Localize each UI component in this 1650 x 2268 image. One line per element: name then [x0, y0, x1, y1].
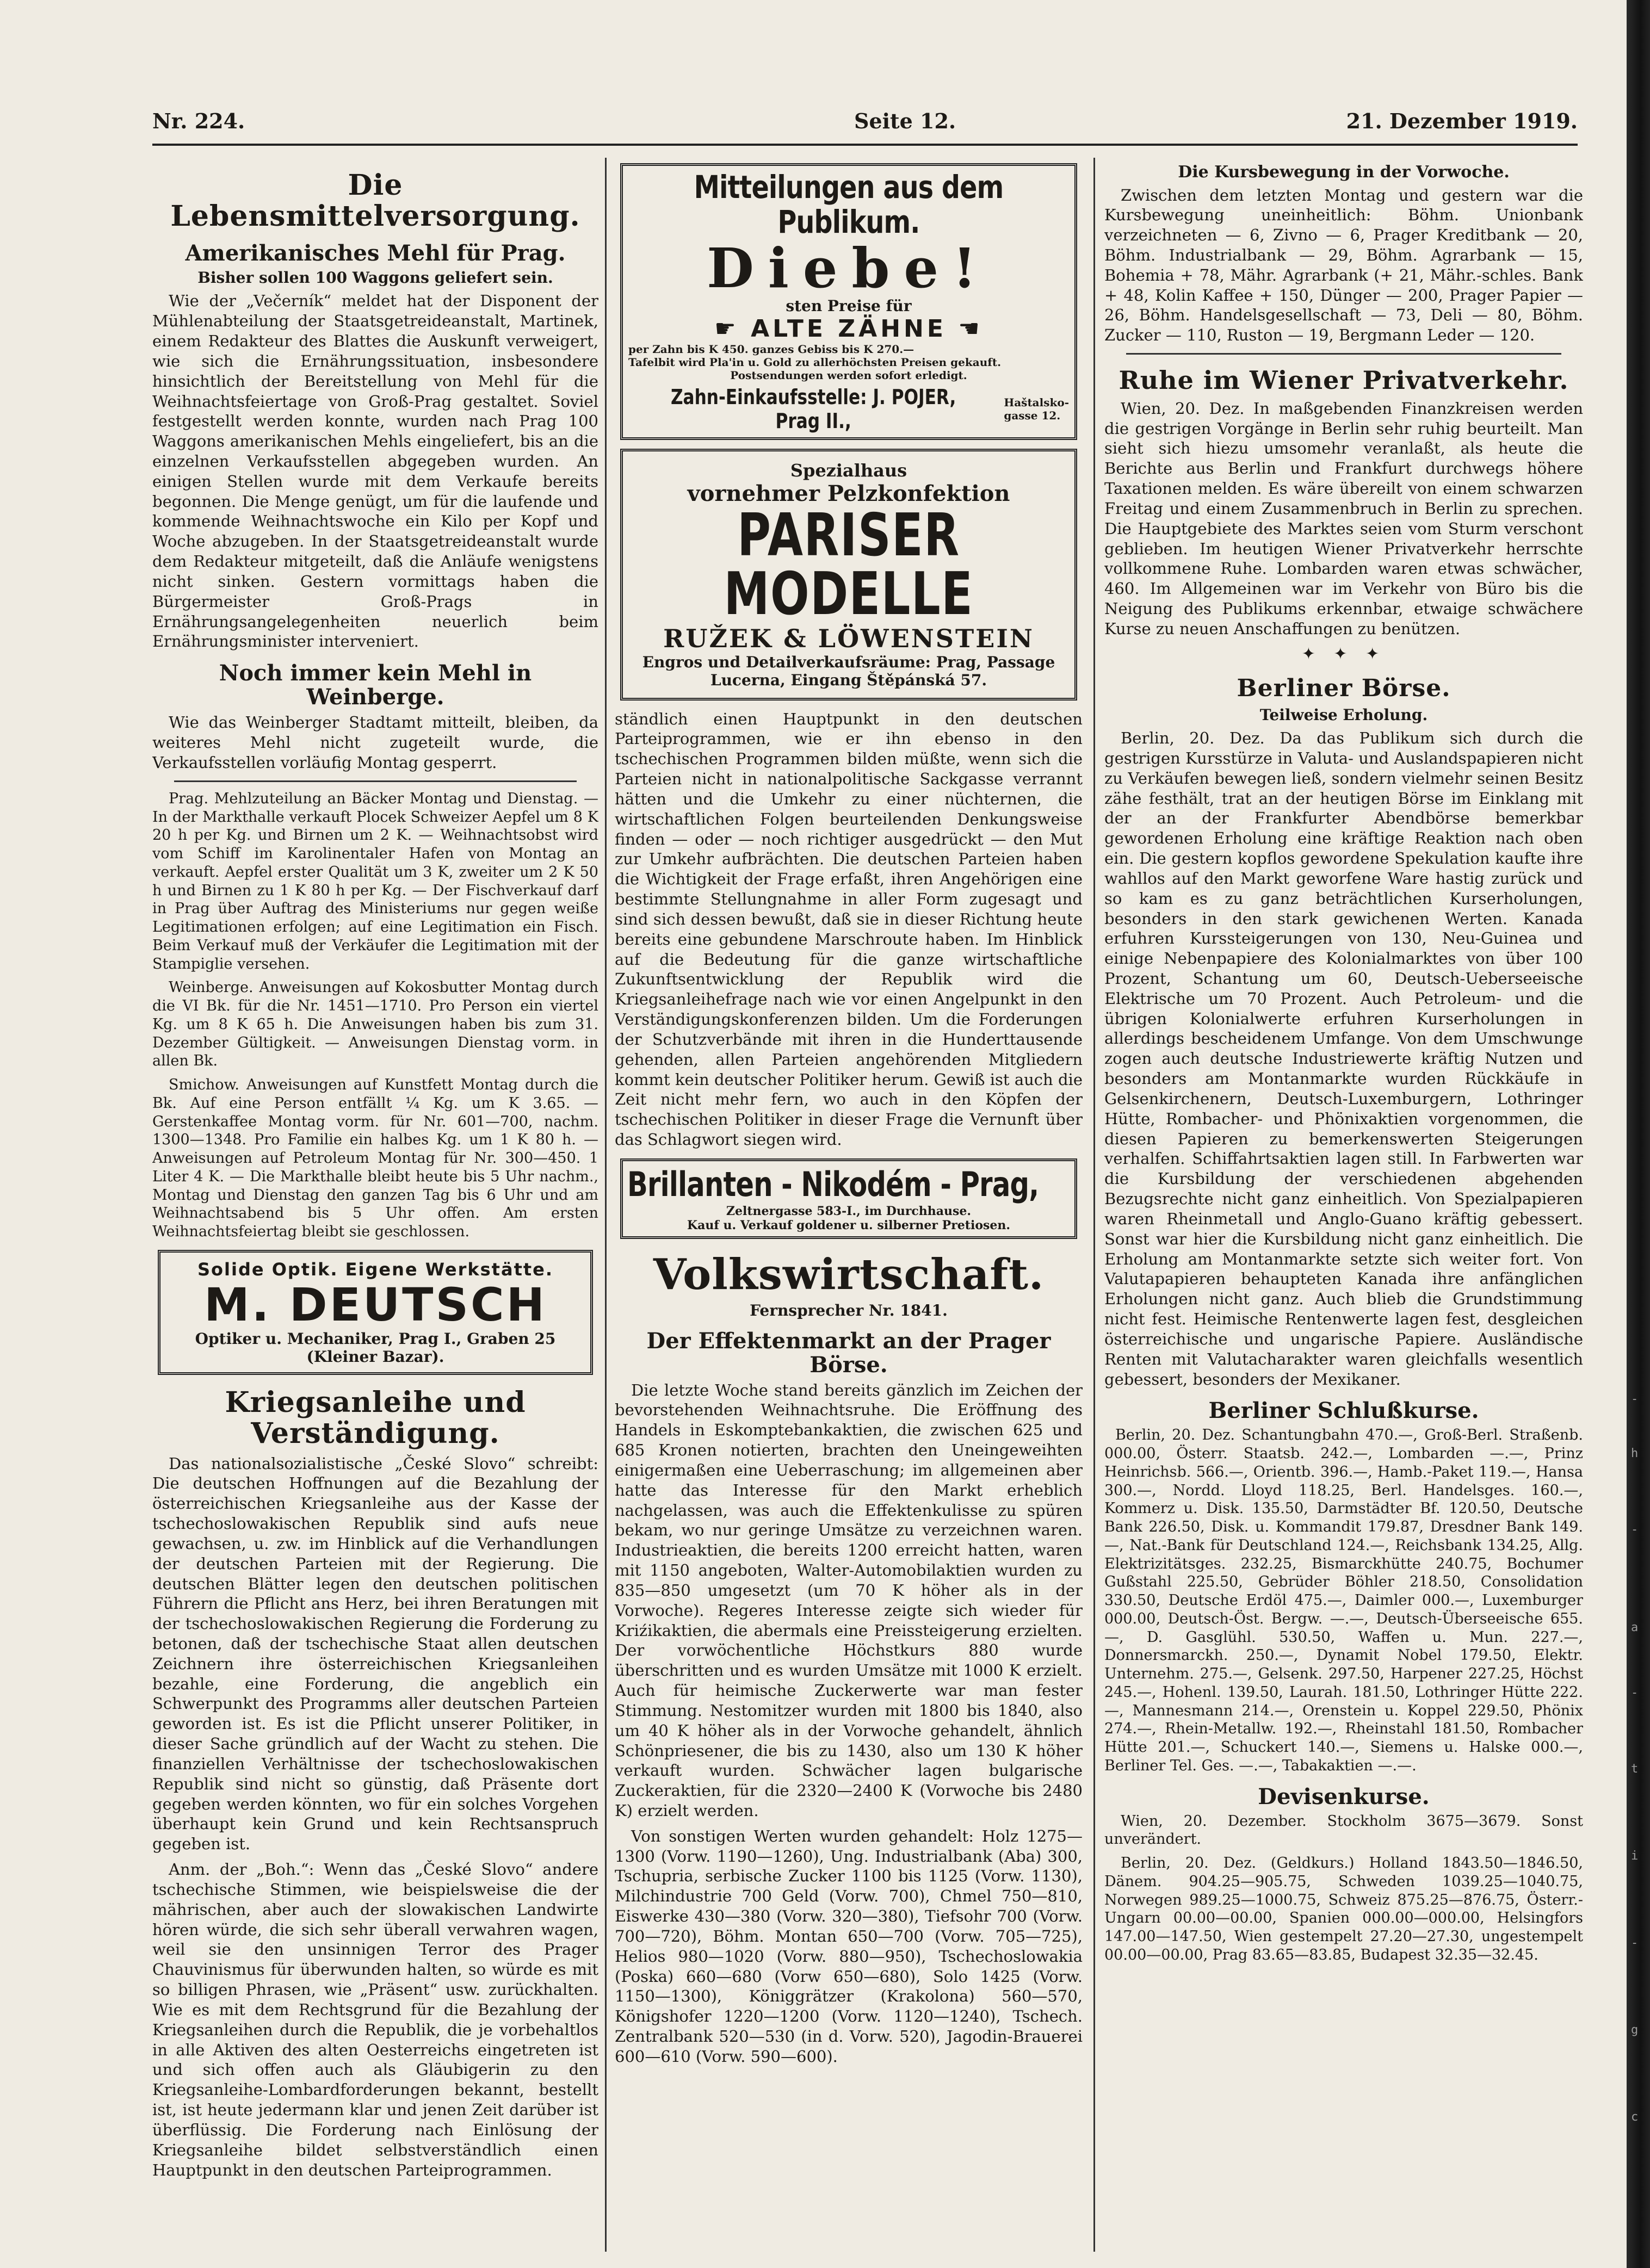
adjacent-page-edge	[1627, 0, 1650, 2268]
edge-fragment: c	[1631, 2110, 1639, 2124]
edge-fragment: h	[1631, 1447, 1639, 1460]
article-paragraph: Wie das Weinberger Stadtamt mitteilt, bleiben, da weiteres Mehl nicht zugeteilt wurde, die Verkaufsstellen vorläufig Montag gesperrt.	[152, 713, 598, 772]
currency-quotes-wien: Wien, 20. Dezember. Stockholm 3675—3679. Sonst unverändert.	[1104, 1812, 1583, 1848]
subheadline-mehl: Amerikanisches Mehl für Prag.	[185, 240, 566, 267]
currency-quotes-berlin: Berlin, 20. Dez. (Geldkurs.) Holland 1843.50—1846.50, Dänem. 904.25—905.75, Schweden 1039.25—1040.75, Norwegen 989.25—1000.75, Schweiz 875.25—876.75, Österr.-Ungarn 00.00—00.00, Spanien 000.00—000.00, Helsingfors 147.00—147.50, Wien gestempelt 27.20—27.30, ungestempelt 00.00—00.00, Prag 83.65—83.85, Budapest 32.35—32.45.	[1104, 1855, 1583, 1963]
headline-kursbewegung: Die Kursbewegung in der Vorwoche.	[1178, 163, 1510, 182]
ad-headline-diebe: Diebe!	[707, 236, 991, 300]
ad-address: Lucerna, Eingang Štěpánská 57.	[710, 671, 987, 689]
ad-pariser-modelle	[620, 449, 1077, 701]
column-divider	[605, 158, 607, 2252]
ad-fineprint: Tafelbit wird Pla'in u. Gold zu allerhöchsten Preisen gekauft.	[628, 355, 1002, 369]
ad-line: Spezialhaus	[790, 460, 907, 481]
headline-schlusskurse: Berliner Schlußkurse.	[1208, 1398, 1479, 1424]
edge-fragment: -	[1631, 1392, 1639, 1406]
header-rule	[152, 144, 1578, 146]
headline-kriegsanleihe: Kriegsanleihe und Verständigung.	[225, 1386, 526, 1451]
headline-berliner-borse: Berliner Börse.	[1237, 674, 1451, 702]
article-paragraph: Wie der „Večerník“ meldet hat der Disponent der Mühlenabteilung der Staatsgetreideanstalt, Martinek, einem Redakteur des Blattes die Auskunft verweigert, wie sich die Ernährungssituation, insbesondere hinsichtlich der Bereitstellung von Mehl für die Weihnachtsfeiertage von Groß-Prag gestaltet. Soviel festgestellt werden konnte, wurden nach Prag 100 Waggons amerikanischen Mehls eingeliefert, bis an die einzelnen Verkaufsstellen abgegeben wurden. An einigen Stellen wurde mit dem Verkaufe bereits begonnen. Die Menge genügt, um für die laufende und kommende Weihnachtswoche ein Kilo per Kopf und Woche abzugeben. In der Staatsgetreideanstalt wurde dem Redakteur mitgeteilt, daß die Anläufe wenigstens nicht sinken. Gestern vormittags haben die Bürgermeister Groß-Prags in Ernährungsangelegenheiten neuerlich beim Ernährungsminister interveniert.	[152, 292, 598, 651]
article-paragraph: Von sonstigen Werten wurden gehandelt: Holz 1275—1300 (Vorw. 1190—1260), Ung. Industrialbank (Aba) 300, Tschupria, serbische Zucker 1100 bis 1125 (Vorw. 1130), Milchindustrie 700 Geld (Vorw. 700), Chmel 750—810, Eiswerke 430—380 (Vorw. 320—380), Tiefsohr 700 (Vorw. 700—720), Böhm. Montan 650—700 (Vorw. 705—725), Helios 980—1020 (Vorw. 880—950), Tschechoslowakia (Poska) 660—680 (Vorw 650—680), Solo 1425 (Vorw. 1150—1300), Königgrätzer (Krakolona) 560—570, Königshofer 1220—1200 (Vorw. 1120—1240), Tschech. Zentralbank 520—530 (in d. Vorw. 520), Jagodin-Brauerei 600—610 (Vorw. 590—600).	[615, 1826, 1083, 2066]
article-paragraph: Berlin, 20. Dez. Da das Publikum sich durch die gestrigen Kursstürze in Valuta- und Auslandspapieren nicht zu Verkäufen bewegen ließ, sondern vielmehr seinen Besitz zähe festhält, trat an der heutigen Börse im Einklang mit der an der Frankfurter Abendbörse bemerkbar gewordenen Erholung eine kräftige Reaktion nach oben ein. Die gestern kopflos gewordene Spekulation kaufte ihre wahllos auf den Markt geworfene Ware hastig zurück und so kam es zu ganz beträchtlichen Kurserholungen, besonders in den stark gewichenen Werten. Kanada erfuhren Kurssteigerungen von 130, Neu-Guinea und einige Nebenpapiere des Kolonialmarktes von über 100 Prozent, Schantung um 60, Deutsch-Ueberseeische Elektrische um 70 Prozent. Auch Petroleum- und die übrigen Kolonialwerte erfuhren Kurserholungen in allerdings bescheidenem Umfange. Von dem Umschwunge zogen auch deutsche Industriewerte kräftig Nutzen und besonders am Montanmarkte wurden Rückkäufe in Gelsenkirchenern, Deutsch-Luxemburgern, Lothringer Hütte, Rombacher- und Phönixaktien vorgenommen, die diesen Papieren zu bemerkenswerten Steigerungen verhalfen. Schiffahrtsaktien lagen still. In Farbwerten war die Kursbildung der verschiedenen abgehenden Bezugsrechte nicht ganz einheitlich. Von Spezialpapieren waren Rheinmetall und Anglo-Guano kräftig gebessert. Sonst war hier die Kursbildung nicht ganz einheitlich. Die Erholung am Montanmarkte setzte sich weiter fort. Von Valutapapieren behaupteten Kanada ihre anfänglichen Erholungen nicht ganz. Auch blieb die Grundstimmung nicht fest. Heimische Rentenwerte lagen fest, desgleichen österreichische und ungarische Papiere. Ausländische Renten mit Valutacharakter waren gleichfalls wesentlich gebessert, besonders der Mexikaner.	[1104, 729, 1583, 1389]
ad-address-row	[628, 385, 1069, 433]
pointing-hand-icon: ☛	[714, 314, 751, 343]
headline-devisenkurse: Devisenkurse.	[1258, 1783, 1430, 1810]
ad-tagline: Solide Optik. Eigene Werkstätte.	[197, 1259, 554, 1280]
ad-location-note: (Kleiner Bazar).	[306, 1348, 444, 1366]
issue-date: 21. Dezember 1919.	[1346, 109, 1578, 133]
subheadline-waggons: Bisher sollen 100 Waggons geliefert sein.	[197, 269, 553, 287]
issue-number: Nr. 224.	[152, 109, 245, 133]
article-paragraph: ständlich einen Hauptpunkt in den deutschen Parteiprogrammen, wie er ihn ebenso in den tschechischen Programmen bilden müßte, wenn sich die Parteien nicht in nationalpolitische Sackgasse verrannt hätten und die Umkehr zu einer nüchternen, die wirtschaftlichen Folgen beurteilenden Denkungsweise finden — oder — noch richtiger ausgedrückt — den Mut zur Umkehr aufbrächten. Die deutschen Parteien haben die Wichtigkeit der Frage erfaßt, ihren Angehörigen eine bestimmte Stellungnahme in aller Form zugesagt und sind sich dessen bewußt, daß sie in dieser Richtung heute bereits eine gebundene Marschroute haben. Im Hinblick auf die Bedeutung für die ganze wirtschaftliche Zukunftsentwicklung der Republik wird die Kriegsanleihefrage nach wie vor einen Angelpunkt in den Verständigungskonferenzen bilden. Um die Forderungen der Schutzverbände mit ihren in die Hunderttausende gehenden, allen Parteien angehörenden Mitgliedern kommt kein deutscher Politiker herum. Gewiß ist auch die Zeit nicht mehr fern, wo auch in den Köpfen der tschechischen Politiker in dieser Frage die Vernunft über das Schlagwort siegen wird.	[615, 709, 1083, 1149]
column-1	[152, 158, 598, 2252]
notice-smichow: Smichow. Anweisungen auf Kunstfett Montag durch die Bk. Auf eine Person entfällt ¼ Kg. um K 3.65. — Gerstenkaffee Montag vorm. für Nr. 601—700, nachm. 1300—1348. Pro Familie ein halbes Kg. um 1 K 80 h. — Anweisungen auf Petroleum Montag für Nr. 300—450. 1 Liter 4 K. — Die Markthalle bleibt heute bis 5 Uhr nachm., Montag und Dienstag den ganzen Tag bis 6 Uhr und am Weihnachtsabend bis 5 Uhr offen. Am ersten Weihnachtsfeiertag bleibt sie geschlossen.	[152, 1076, 598, 1241]
ad-address: Zeltnergasse 583-I., im Durchhause.	[726, 1204, 972, 1218]
ad-firm-name: M. DEUTSCH	[204, 1278, 547, 1331]
column-3	[1104, 158, 1583, 2252]
headline-lebensmittel: Die Lebensmittelversorgung.	[170, 169, 580, 233]
edge-fragment: -	[1631, 1686, 1639, 1700]
section-phone: Fernsprecher Nr. 1841.	[750, 1301, 948, 1319]
ad-alte-zahne	[628, 315, 1069, 343]
section-title-volkswirtschaft: Volkswirtschaft.	[653, 1249, 1045, 1299]
edge-fragment: i	[1631, 1849, 1639, 1863]
ad-zahne-label: ALTE ZÄHNE	[751, 314, 947, 343]
article-paragraph: Wien, 20. Dez. In maßgebenden Finanzkreisen werden die gestrigen Vorgänge in Berlin sehr ruhig beurteilt. Man sieht sich hiezu umsomehr veranlaßt, als heute die Berichte aus Berlin und Frankfurt durchwegs höhere Taxationen melden. Es wäre übereilt von einem schwarzen Freitag und einem Zusammenbruch in Berlin zu sprechen. Die Hauptgebiete des Marktes seien vom Sturm verschont geblieben. Im heutigen Wiener Privatverkehr herrschte vollkommene Ruhe. Lombarden waren etwas schwächer, 460. Im Allgemeinen war im Verkehr von Büro bis die Neigung des Publikums erkennbar, etwaige schwächere Kurse zu neuen Anschaffungen zu benützen.	[1104, 399, 1583, 638]
ad-services: Kauf u. Verkauf goldener u. silberner Pretiosen.	[687, 1218, 1011, 1233]
ad-address: Engros und Detailverkaufsräume: Prag, Passage	[642, 653, 1055, 671]
page-header	[152, 109, 1578, 141]
ad-firm-name: RUŽEK & LÖWENSTEIN	[663, 623, 1034, 653]
notice-prag: Prag. Mehlzuteilung an Bäcker Montag und Dienstag. — In der Markthalle verkauft Plocek Schweizer Aepfel um 8 K 20 h per Kg. und Birnen um 2 K. — Weihnachtsobst wird vom Schiff im Karolinentaler Hafen von Montag an verkauft. Aepfel erster Qualität um 3 K, zweiter um 2 K 50 h und Birnen zu 1 K 80 h per Kg. — Der Fischverkauf darf in Prag über Auftrag des Ministeriums nur gegen weiße Legitimationen erfolgen; auf eine Legitimation ein Fisch. Beim Verkauf muß der Verkäufer die Legitimation mit der Stampiglie versehen.	[152, 790, 598, 972]
column-2	[615, 158, 1083, 2252]
headline-wiener-privatverkehr: Ruhe im Wiener Privatverkehr.	[1118, 365, 1569, 395]
ad-fineprint: per Zahn bis K 450. ganzes Gebiss bis K 270.—	[628, 342, 914, 356]
ad-pojer-zahne	[620, 163, 1077, 440]
article-paragraph: Die letzte Woche stand bereits gänzlich im Zeichen der bevorstehenden Weihnachtsruhe. Die Eröffnung des Handels in Eskomptebankaktien, die zwischen 625 und 685 Kronen notierten, brachten den Uneingeweihten einigermaßen eine Ueberraschung; im allgemeinen aber hatte das Interesse für den Markt erheblich nachgelassen, was auch die Effektenkulisse zu spüren bekam, wo nur geringe Umsätze zu verzeichnen waren. Industrieaktien, die bereits 1200 erreicht hatten, waren mit 1150 angeboten, Walter-Automobilaktien wurden zu 835—850 umgesetzt (um 70 K höher als in der Vorwoche). Regeres Interesse zeigte sich wieder für Kriźikaktien, die abermals eine Preissteigerung erzielten. Der vorwöchentliche Höchstkurs 880 wurde überschritten und es wurden Umsätze mit 1000 K erzielt. Auch für heimische Zuckerwerte war man fester Stimmung. Nestomitzer wurden mit 1800 bis 1840, also um 40 K höher als in der Vorwoche gehandelt, ähnlich Schönpriesener, die bis zu 1430, also um 130 K höher verkauft wurden. Schwächer lagen bulgarische Zuckeraktien, für die 2320—2400 K (Vorwoche bis 2480 K) erzielt werden.	[615, 1380, 1083, 1820]
ad-fineprint: Postsendungen werden sofort erledigt.	[730, 368, 967, 382]
section-rule	[1126, 353, 1561, 355]
headline-weinberge: Noch immer kein Mehl in Weinberge.	[219, 660, 532, 710]
ad-address-street: Haštalsko-gasse 12.	[1004, 395, 1069, 422]
section-rule	[174, 780, 577, 782]
article-paragraph: Zwischen dem letzten Montag und gestern war die Kursbewegung uneinheitlich: Böhm. Unionbank verzeichneten — 6, Zivno — 6, Prager Kreditbank — 20, Böhm. Industrialbank — 29, Böhm. Agrarbank — 15, Bohemia + 78, Mähr. Agrarbank (+ 21, Mähr.-schles. Bank + 48, Kolin Kaffee + 150, Dünger — 200, Prager Papier — 26, Böhm. Handelsgesellschaft — 73, Deli — 80, Böhm. Zucker — 110, Ruston — 19, Bergmann Leder — 120.	[1104, 185, 1583, 345]
headline-effektenmarkt: Der Effektenmarkt an der Prager Börse.	[646, 1328, 1051, 1378]
edge-fragment: -	[1631, 1936, 1639, 1950]
ad-price-line: sten Preise für	[786, 296, 912, 315]
page-number: Seite 12.	[854, 109, 956, 133]
edge-fragment: t	[1631, 1762, 1639, 1776]
ad-line: vornehmer Pelzkonfektion	[687, 480, 1010, 506]
stock-quotes: Berlin, 20. Dez. Schantungbahn 470.—, Groß-Berl. Straßenb. 000.00, Österr. Staatsb. 242.—, Lombarden —.—, Prinz Heinrichsb. 566.—, Orientb. 396.—, Hamb.-Paket 119.—, Hansa 300.—, Nordd. Lloyd 118.25, Berl. Handelsges. 160.—, Kommerz u. Disk. 135.50, Darmstädter Bf. 120.50, Deutsche Bank 226.50, Disk. u. Kommandit 179.87, Dresdner Bank 149.—, Nat.-Bank für Deutschland 124.—, Reichsbank 134.25, Allg. Elektrizitätsges. 232.25, Bismarckhütte 240.75, Bochumer Gußstahl 225.50, Gebrüder Böhler 218.50, Consolidation 330.50, Deutsche Erdöl 475.—, Daimler 000.—, Luxemburger 000.00, Deutsch-Öst. Bergw. —.—, Deutsch-Überseeische 655.—, D. Gasglühl. 530.50, Waffen u. Mun. 227.—, Donnersmarckh. 250.—, Dynamit Nobel 179.50, Elektr. Unternehm. 275.—, Gelsenk. 297.50, Harpener 227.25, Höchst 245.—, Hohenl. 139.50, Laurah. 181.50, Lothringer Hütte 222.—, Mannesmann 214.—, Orenstein u. Koppel 229.50, Phönix 274.—, Rhein-Metallw. 192.—, Rheinstahl 181.50, Rombacher Hütte 201.—, Schuckert 140.—, Siemens u. Halske 000.—, Berliner Tel. Ges. —.—, Tabakaktien —.—.	[1104, 1427, 1583, 1774]
ornament-divider: ✦ ✦ ✦	[1301, 644, 1386, 664]
article-paragraph: Anm. der „Boh.“: Wenn das „České Slovo“ andere tschechische Stimmen, wie beispielsweise die der mährischen, aber auch der slowakischen Landwirte hören würde, die sich sehr überall verwahren wagen, weil sie den unsinnigen Terror des Prager Chauvinismus für überwunden halten, so würde es mit so billigen Phrasen, wie „Präsent“ usw. zurückhalten. Wie es mit dem Rechtsgrund für die Bezahlung der Kriegsanleihen durch die Republik, die je vorbehaltlos in alle Aktiven des alten Oesterreichs eingetreten ist und sich offen auch als Gläubigerin zu den Kriegsanleihe-Lombardforderungen bekannt, bestellt ist, ist heute jedermann klar und jenen Zeit darüber ist überflüssig. Die Forderung nach Einlösung der Kriegsanleihe bildet selbstverständlich einen Hauptpunkt in den deutschen Parteiprogrammen.	[152, 1860, 598, 2179]
ad-deutsch-optiker	[158, 1250, 593, 1375]
pointing-hand-icon: ☚	[946, 314, 983, 343]
subheadline-erholung: Teilweise Erholung.	[1259, 706, 1428, 724]
ad-brand-name: PARISER MODELLE	[724, 501, 974, 628]
article-paragraph: Das nationalsozialistische „České Slovo“ schreibt: Die deutschen Hoffnungen auf die Bezahlung der österreichischen Kriegsanleihe aus der Kasse der tschechoslowakischen Republik sind aufs neue gewachsen, u. zw. im Hinblick auf die Verhandlungen der deutschen Parteien mit der Regierung. Die deutschen Blätter legen den deutschen politischen Führern die Pflicht ans Herz, bei ihren Beratungen mit der tschechoslowakischen Regierung die Forderung zu betonen, daß der tschechische Staat allen deutschen Zeichnern ihre österreichischen Kriegsanleihen bezahle, eine Forderung, die angeblich ein Schwerpunkt des Programms aller deutschen Parteien geworden ist. Es ist die Pflicht unserer Politiker, in dieser Sache gründlich auf der Wacht zu stehen. Die finanziellen Verhältnisse der tschechoslowakischen Republik sind nicht so günstig, daß Präsente dort gegeben werden könnten, wo für ein solches Vorgehen überhaupt kein Grund und kein Rechtsanspruch gegeben ist.	[152, 1454, 598, 1854]
column-divider	[1093, 158, 1095, 2252]
edge-fragment: -	[1631, 1523, 1639, 1536]
ad-firm-name: Brillanten - Nikodém - Prag,	[627, 1164, 1039, 1204]
edge-fragment: a	[1631, 1621, 1639, 1634]
notice-weinberge: Weinberge. Anweisungen auf Kokosbutter Montag durch die VI Bk. für die Nr. 1451—1710. Pro Person ein viertel Kg. um 8 K 65 h. Die Anweisungen haben bis zum 31. Dezember Gültigkeit. — Anweisungen Dienstag vorm. in allen Bk.	[152, 979, 598, 1070]
ad-section-title: Mitteilungen aus dem Publikum.	[694, 169, 1004, 240]
ad-address: Optiker u. Mechaniker, Prag I., Graben 25	[195, 1330, 556, 1348]
ad-brillanten-nikodem	[620, 1158, 1077, 1239]
edge-fragment: g	[1631, 2023, 1639, 2037]
ad-address: Zahn-Einkaufsstelle: J. POJER, Prag II.,	[670, 385, 956, 433]
